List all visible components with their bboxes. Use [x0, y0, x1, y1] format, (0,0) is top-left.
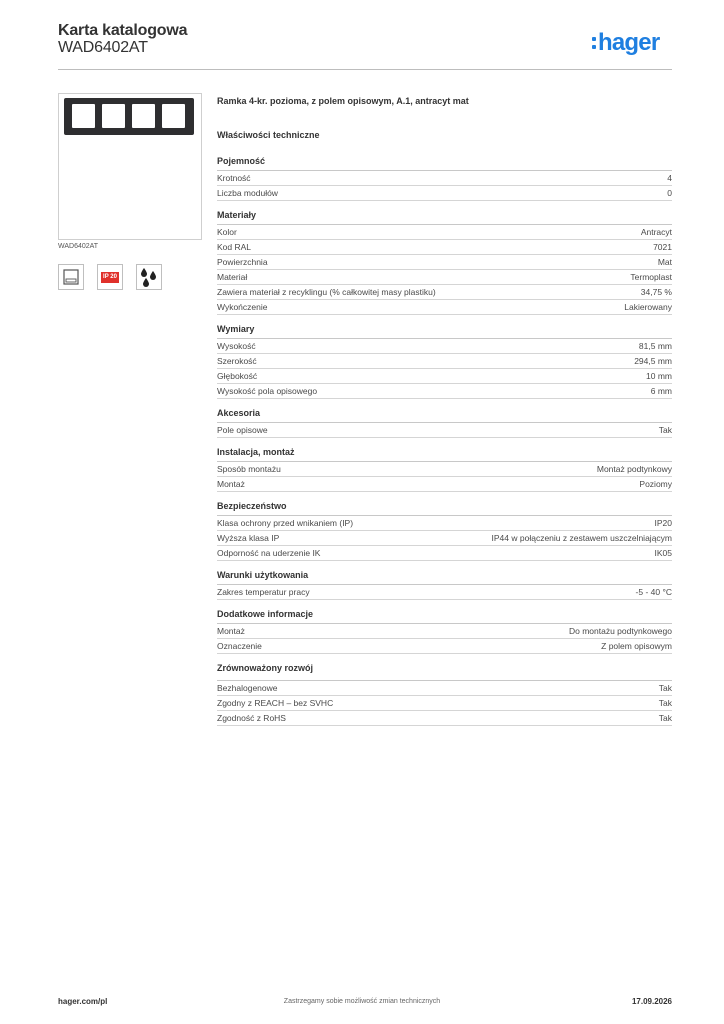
flush-mount-icon [58, 264, 84, 290]
spec-section [217, 324, 672, 399]
spec-label: Zgodność z RoHS [217, 713, 286, 723]
section-title: Instalacja, montaż [217, 447, 672, 462]
spec-value: Z polem opisowym [601, 641, 672, 651]
spec-value: Antracyt [640, 227, 672, 237]
spec-label: Zgodny z REACH – bez SVHC [217, 698, 334, 708]
spec-row [217, 531, 672, 546]
properties-heading: Właściwości techniczne [217, 130, 320, 140]
spec-section [217, 609, 672, 654]
section-title: Pojemność [217, 156, 672, 171]
spec-label: Montaż [217, 626, 245, 636]
spec-label: Odporność na uderzenie IK [217, 548, 321, 558]
spec-label: Wykończenie [217, 302, 268, 312]
spec-label: Montaż [217, 479, 245, 489]
spec-row [217, 681, 672, 696]
spec-row [217, 711, 672, 726]
footer-website[interactable]: hager.com/pl [58, 997, 108, 1006]
document-title: Karta katalogowa [58, 22, 188, 39]
frame-opening [132, 104, 155, 128]
spec-value: Poziomy [639, 479, 672, 489]
spec-label: Liczba modułów [217, 188, 278, 198]
frame-illustration [64, 98, 194, 135]
spec-section [217, 570, 672, 600]
spec-section [217, 663, 672, 726]
spec-label: Wyższa klasa IP [217, 533, 280, 543]
spec-label: Zawiera materiał z recyklingu (% całkowitej masy plastiku) [217, 287, 436, 297]
spec-row [217, 516, 672, 531]
spec-value: Tak [658, 698, 672, 708]
ip-rating-icon [97, 264, 123, 290]
spec-row [217, 171, 672, 186]
spec-row [217, 240, 672, 255]
spec-value: Montaż podtynkowy [596, 464, 672, 474]
spec-value: IP44 w połączeniu z zestawem uszczelniającym [491, 533, 672, 543]
spec-label: Kolor [217, 227, 237, 237]
spec-row [217, 300, 672, 315]
section-title: Wymiary [217, 324, 672, 339]
section-title: Bezpieczeństwo [217, 501, 672, 516]
spec-row [217, 225, 672, 240]
spec-row [217, 354, 672, 369]
spec-label: Oznaczenie [217, 641, 262, 651]
spec-label: Sposób montażu [217, 464, 281, 474]
spec-label: Materiał [217, 272, 248, 282]
frame-opening [102, 104, 125, 128]
spec-sections [217, 156, 672, 726]
section-title: Materiały [217, 210, 672, 225]
spec-row [217, 624, 672, 639]
spec-row [217, 546, 672, 561]
spec-row [217, 696, 672, 711]
spec-label: Głębokość [217, 371, 258, 381]
spec-row [217, 585, 672, 600]
spec-row [217, 285, 672, 300]
spec-value: 34,75 % [640, 287, 672, 297]
product-image [58, 93, 202, 240]
spec-label: Pole opisowe [217, 425, 268, 435]
image-caption: WAD6402AT [58, 243, 99, 250]
spec-row [217, 477, 672, 492]
hager-logo [592, 28, 659, 58]
spec-section [217, 156, 672, 201]
logo-dots [592, 37, 596, 49]
spec-value: IK05 [654, 548, 672, 558]
spec-label: Kod RAL [217, 242, 252, 252]
section-title: Dodatkowe informacje [217, 609, 672, 624]
spec-value: Tak [658, 425, 672, 435]
spec-row [217, 270, 672, 285]
spec-value: 294,5 mm [634, 356, 672, 366]
water-drops-icon [136, 264, 162, 290]
spec-label: Bezhalogenowe [217, 683, 278, 693]
spec-value: Lakierowany [624, 302, 672, 312]
spec-row [217, 423, 672, 438]
spec-row [217, 369, 672, 384]
spec-value: Tak [658, 683, 672, 693]
spec-value: 10 mm [646, 371, 672, 381]
spec-row [217, 639, 672, 654]
spec-value: Mat [657, 257, 672, 267]
header-divider [58, 69, 672, 70]
frame-opening [162, 104, 185, 128]
spec-label: Wysokość [217, 341, 256, 351]
spec-value: -5 - 40 °C [635, 587, 672, 597]
spec-value: 81,5 mm [638, 341, 672, 351]
spec-section [217, 210, 672, 315]
spec-value: 0 [667, 188, 672, 198]
spec-row [217, 339, 672, 354]
section-title: Akcesoria [217, 408, 672, 423]
spec-row [217, 384, 672, 399]
spec-label: Powierzchnia [217, 257, 268, 267]
spec-row [217, 462, 672, 477]
section-title: Warunki użytkowania [217, 570, 672, 585]
spec-label: Krotność [217, 173, 251, 183]
spec-value: IP20 [654, 518, 672, 528]
frame-opening [72, 104, 95, 128]
ip-rating-label: IP 20 [101, 272, 119, 283]
spec-section [217, 447, 672, 492]
spec-label: Zakres temperatur pracy [217, 587, 310, 597]
footer-date: 17.09.2026 [631, 997, 672, 1006]
spec-content [217, 96, 672, 735]
product-code: WAD6402AT [58, 39, 148, 56]
product-description: Ramka 4-kr. pozioma, z polem opisowym, A.1, antracyt mat [217, 96, 469, 106]
spec-row [217, 186, 672, 201]
spec-value: Do montażu podtynkowego [568, 626, 672, 636]
spec-label: Szerokość [217, 356, 257, 366]
spec-label: Klasa ochrony przed wnikaniem (IP) [217, 518, 354, 528]
spec-value: 4 [667, 173, 672, 183]
footer-disclaimer: Zastrzegamy sobie możliwość zmian technicznych [283, 998, 441, 1005]
spec-section [217, 501, 672, 561]
section-title: Zrównoważony rozwój [217, 663, 672, 681]
spec-value: 7021 [653, 242, 672, 252]
spec-label: Wysokość pola opisowego [217, 386, 318, 396]
spec-value: Termoplast [630, 272, 672, 282]
logo-text: hager [598, 29, 660, 56]
spec-row [217, 255, 672, 270]
spec-section [217, 408, 672, 438]
spec-value: 6 mm [650, 386, 672, 396]
spec-value: Tak [658, 713, 672, 723]
